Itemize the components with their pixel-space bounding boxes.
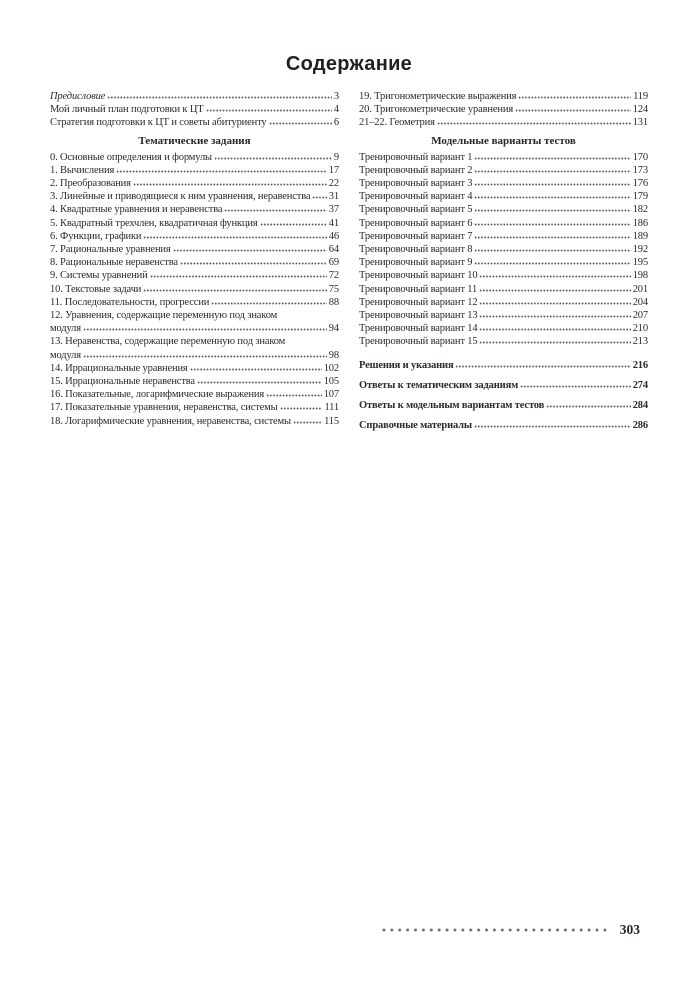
- toc-entry-page-number: 176: [632, 178, 648, 190]
- dot-leader: [190, 368, 322, 371]
- dot-leader: [474, 262, 630, 265]
- toc-entry-label: Тренировочный вариант 10: [359, 270, 478, 282]
- toc-entry-page-number: 198: [632, 270, 648, 282]
- toc-entry: [50, 164, 339, 177]
- toc-entry: [50, 116, 339, 129]
- toc-entry-label: Тренировочный вариант 7: [359, 230, 473, 242]
- toc-entry-page-number: 201: [632, 283, 648, 295]
- training-variant-entries: [359, 151, 648, 349]
- toc-entry-label: 5. Квадратный трехчлен, квадратичная функция: [50, 217, 258, 229]
- toc-entry-label: Тренировочный вариант 1: [359, 151, 473, 163]
- toc-entry: [359, 203, 648, 216]
- toc-entry-page-number: 111: [324, 402, 339, 414]
- dot-leader: [133, 183, 327, 186]
- toc-entry-page-number: 72: [328, 270, 339, 282]
- toc-entry: [50, 309, 339, 322]
- dot-leader: [474, 425, 631, 428]
- toc-entry-page-number: 46: [328, 230, 339, 242]
- toc-entry-label: Мой личный план подготовки к ЦТ: [50, 104, 204, 116]
- toc-entry-label: 4. Квадратные уравнения и неравенства: [50, 204, 223, 216]
- toc-entry: [50, 269, 339, 282]
- toc-entry-label: Тренировочный вариант 11: [359, 283, 478, 295]
- toc-entry: [359, 116, 648, 129]
- toc-entry: [50, 362, 339, 375]
- toc-entry-label: 12. Уравнения, содержащие переменную под знаком: [50, 310, 278, 322]
- toc-entry: [50, 322, 339, 335]
- toc-entry-label: 17. Показательные уравнения, неравенства, системы: [50, 402, 278, 414]
- toc-entry: [359, 217, 648, 230]
- toc-entry: [50, 151, 339, 164]
- toc-entry-label: Тренировочный вариант 12: [359, 296, 478, 308]
- section-header-model-tests: Модельные варианты тестов: [431, 134, 576, 147]
- toc-entry-page-number: 204: [632, 296, 648, 308]
- toc-entry-label: 7. Рациональные уравнения: [50, 244, 171, 256]
- toc-entry: [359, 256, 648, 269]
- toc-entry-label: Решения и указания: [359, 359, 454, 371]
- dot-leader: [269, 122, 332, 125]
- right-column: [359, 90, 648, 432]
- dot-leader: [546, 405, 631, 408]
- toc-entry: [50, 415, 339, 428]
- toc-entry-page-number: 3: [333, 91, 339, 102]
- toc-entry-page-number: 192: [632, 244, 648, 256]
- toc-content: [50, 90, 648, 432]
- dot-leader: [173, 249, 327, 252]
- dot-leader: [266, 394, 322, 397]
- toc-entry-label: 8. Рациональные неравенства: [50, 257, 178, 269]
- toc-entry: [359, 90, 648, 103]
- toc-entry: [50, 296, 339, 309]
- dot-leader: [474, 170, 630, 173]
- dot-leader: [437, 122, 631, 125]
- toc-entry-label: Тренировочный вариант 2: [359, 164, 473, 176]
- toc-entry: [50, 401, 339, 414]
- toc-entry-label: Тренировочный вариант 3: [359, 178, 473, 190]
- dot-leader: [312, 196, 326, 199]
- thematic-entries-continued: [359, 90, 648, 130]
- toc-entry: [359, 269, 648, 282]
- toc-entry-page-number: 186: [632, 217, 648, 229]
- dot-leader: [474, 157, 630, 160]
- toc-entry: [359, 190, 648, 203]
- toc-entry-page-number: 98: [328, 349, 339, 361]
- toc-entry-label: 14. Иррациональные уравнения: [50, 362, 188, 374]
- toc-entry-page-number: 115: [324, 415, 339, 427]
- toc-entry-page-number: 22: [328, 178, 339, 190]
- toc-entry-label: 15. Иррациональные неравенства: [50, 376, 195, 388]
- toc-entry-label: Справочные материалы: [359, 420, 472, 432]
- toc-entry-page-number: 6: [333, 117, 339, 129]
- toc-entry-label: 19. Тригонометрические выражения: [359, 91, 517, 102]
- toc-entry-label: Тренировочный вариант 6: [359, 217, 473, 229]
- toc-entry-label: 9. Системы уравнений: [50, 270, 148, 282]
- dot-leader: [474, 196, 630, 199]
- toc-entry-page-number: 102: [323, 362, 339, 374]
- toc-entry: [359, 230, 648, 243]
- toc-entry: [50, 230, 339, 243]
- toc-entry-label: 10. Текстовые задачи: [50, 283, 142, 295]
- toc-entry-label: 18. Логарифмические уравнения, неравенства, системы: [50, 415, 291, 427]
- toc-entry-page-number: 31: [328, 191, 339, 203]
- toc-entry-page-number: 189: [632, 230, 648, 242]
- toc-entry: [359, 177, 648, 190]
- toc-entry: [50, 256, 339, 269]
- toc-entry-label: Тренировочный вариант 13: [359, 310, 478, 322]
- dot-leader: [83, 328, 327, 331]
- dot-leader: [224, 209, 326, 212]
- toc-entry-label: 20. Тригонометрические уравнения: [359, 104, 514, 116]
- toc-entry-page-number: 284: [632, 400, 648, 412]
- toc-entry: [359, 151, 648, 164]
- dot-leader: [474, 249, 630, 252]
- page-title: Содержание: [285, 53, 413, 75]
- toc-entry: [50, 217, 339, 230]
- left-column: [50, 90, 339, 432]
- toc-entry: [359, 309, 648, 322]
- dot-leader: [479, 315, 630, 318]
- toc-entry-page-number: 286: [632, 420, 648, 432]
- toc-entry: [359, 283, 648, 296]
- dot-leader: [479, 289, 631, 292]
- toc-entry-page-number: 17: [328, 164, 339, 176]
- dot-leader: [211, 302, 327, 305]
- dot-leader: [214, 157, 332, 160]
- toc-entry: [50, 388, 339, 401]
- toc-entry-label: Ответы к тематическим заданиям: [359, 379, 519, 391]
- dot-leader: [455, 365, 630, 368]
- intro-entries: [50, 90, 339, 130]
- toc-entry-page-number: 207: [632, 310, 648, 322]
- toc-entry-label: модуля: [50, 323, 81, 335]
- toc-entry-label: Тренировочный вариант 14: [359, 323, 478, 335]
- dot-leader: [293, 421, 322, 424]
- toc-entry-page-number: 182: [632, 204, 648, 216]
- dot-leader: [520, 385, 631, 388]
- toc-entry-label: 21–22. Геометрия: [359, 117, 435, 129]
- toc-entry-page-number: 210: [632, 323, 648, 335]
- toc-entry-page-number: 216: [632, 359, 648, 371]
- toc-entry-page-number: 173: [632, 164, 648, 176]
- toc-entry: [359, 379, 648, 392]
- toc-entry-label: 13. Неравенства, содержащие переменную под знаком: [50, 336, 286, 348]
- toc-entry-page-number: 88: [328, 296, 339, 308]
- toc-entry-page-number: 9: [333, 151, 339, 163]
- toc-entry-page-number: 75: [328, 283, 339, 295]
- toc-entry-page-number: 94: [328, 323, 339, 335]
- dot-leader: [474, 223, 630, 226]
- dot-leader: [150, 275, 327, 278]
- toc-entry: [50, 243, 339, 256]
- toc-entry-page-number: 64: [328, 244, 339, 256]
- toc-entry-page-number: 131: [632, 117, 648, 129]
- dot-leader: [143, 289, 327, 292]
- toc-entry: [359, 296, 648, 309]
- toc-entry: [50, 283, 339, 296]
- toc-entry-page-number: 105: [323, 376, 339, 388]
- toc-entry-label: Тренировочный вариант 8: [359, 244, 473, 256]
- dot-leader: [83, 355, 327, 358]
- dot-leader: [474, 236, 630, 239]
- toc-entry: [50, 349, 339, 362]
- toc-entry: [359, 419, 648, 432]
- dot-leader: [515, 109, 631, 112]
- toc-entry-label: 2. Преобразования: [50, 178, 131, 190]
- toc-entry-label: Тренировочный вариант 9: [359, 257, 473, 269]
- toc-entry-page-number: 4: [333, 104, 339, 116]
- toc-entry: [359, 399, 648, 412]
- dot-leader: [197, 381, 322, 384]
- toc-entry-label: Предисловие: [50, 91, 106, 102]
- dot-leader: [474, 209, 630, 212]
- toc-entry-page-number: 107: [323, 389, 339, 401]
- toc-entry: [50, 177, 339, 190]
- toc-entry-page-number: 41: [328, 217, 339, 229]
- toc-entry-label: Стратегия подготовки к ЦТ и советы абитуриенту: [50, 117, 267, 129]
- toc-entry-page-number: 69: [328, 257, 339, 269]
- thematic-entries: [50, 151, 339, 428]
- dot-leader: [143, 236, 326, 239]
- toc-entry: [359, 359, 648, 372]
- dot-leader: [479, 328, 630, 331]
- dot-leader: [479, 341, 630, 344]
- toc-entry-label: Тренировочный вариант 15: [359, 336, 478, 348]
- toc-entry-label: 16. Показательные, логарифмические выражения: [50, 389, 265, 401]
- folio-page-number: 303: [619, 922, 640, 937]
- dot-leader: [518, 96, 631, 99]
- toc-entry: [359, 322, 648, 335]
- dot-leader: [107, 96, 332, 99]
- section-header-thematic: Тематические задания: [138, 134, 251, 147]
- toc-entry-label: 6. Функции, графики: [50, 230, 142, 242]
- toc-entry: [359, 164, 648, 177]
- toc-entry-label: Ответы к модельным вариантам тестов: [359, 400, 545, 412]
- toc-entry-page-number: 274: [632, 379, 648, 391]
- toc-entry: [50, 190, 339, 203]
- toc-entry-page-number: 119: [633, 91, 648, 102]
- toc-entry-label: Тренировочный вариант 5: [359, 204, 473, 216]
- toc-entry-label: Тренировочный вариант 4: [359, 191, 473, 203]
- toc-entry: [50, 90, 339, 103]
- dot-leader: [479, 275, 630, 278]
- dot-leader: [206, 109, 332, 112]
- toc-entry: [50, 375, 339, 388]
- toc-entry-label: 3. Линейные и приводящиеся к ним уравнения, неравенства: [50, 191, 311, 203]
- toc-entry-page-number: 179: [632, 191, 648, 203]
- dot-leader: [116, 170, 327, 173]
- toc-entry-label: модуля: [50, 349, 81, 361]
- toc-entry: [359, 243, 648, 256]
- toc-entry: [50, 335, 339, 348]
- toc-entry: [359, 103, 648, 116]
- toc-entry-page-number: 170: [632, 151, 648, 163]
- footer-dots-decoration: [380, 927, 608, 933]
- toc-entry-label: 1. Вычисления: [50, 164, 115, 176]
- toc-entry-page-number: 213: [632, 336, 648, 348]
- dot-leader: [280, 407, 323, 410]
- dot-leader: [479, 302, 630, 305]
- toc-entry-page-number: 37: [328, 204, 339, 216]
- toc-entry: [50, 203, 339, 216]
- toc-entry: [359, 335, 648, 348]
- page-footer: [380, 922, 640, 938]
- toc-entry: [50, 103, 339, 116]
- dot-leader: [260, 223, 327, 226]
- toc-entry-page-number: 195: [632, 257, 648, 269]
- toc-entry-label: 0. Основные определения и формулы: [50, 151, 212, 163]
- dot-leader: [474, 183, 630, 186]
- toc-entry-label: 11. Последовательности, прогрессии: [50, 296, 210, 308]
- summary-entries: [359, 359, 648, 433]
- toc-entry-page-number: 124: [632, 104, 648, 116]
- dot-leader: [180, 262, 327, 265]
